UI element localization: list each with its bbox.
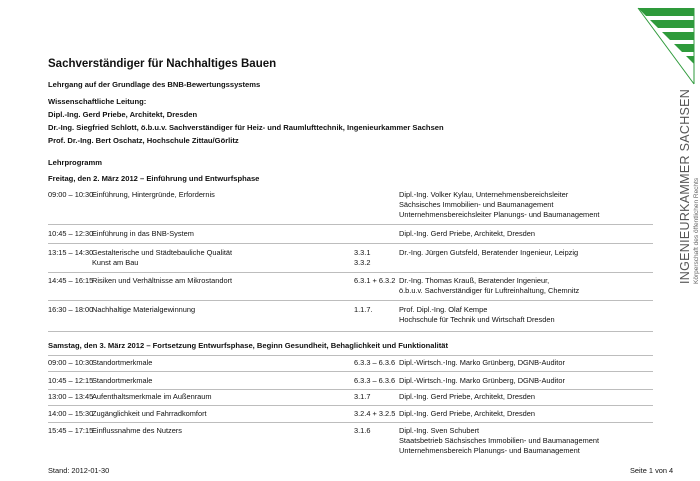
- code-line: 3.1.6: [354, 426, 371, 435]
- speaker-line: Dr.-Ing. Jürgen Gutsfeld, Beratender Ingenieur, Leipzig: [399, 248, 579, 257]
- session-time: 10:45 – 12:30: [48, 229, 94, 238]
- divider: [48, 224, 653, 225]
- speaker-line: Dipl.-Ing. Volker Kylau, Unternehmensbereichsleiter: [399, 190, 569, 199]
- speaker-line: Prof. Dipl.-Ing. Olaf Kempe: [399, 305, 488, 314]
- divider: [48, 355, 653, 356]
- code-line: 1.1.7.: [354, 305, 373, 314]
- divider: [48, 371, 653, 372]
- speaker-line: Dipl.-Ing. Sven Schubert: [399, 426, 480, 435]
- divider: [48, 300, 653, 301]
- speaker-line: Unternehmensbereichsleiter Planungs- und Baumanagement: [399, 210, 600, 219]
- green-triangle-stripes-logo: [636, 6, 696, 86]
- topic-line: Zugänglichkeit und Fahrradkomfort: [92, 409, 207, 418]
- session-time: 13:00 – 13:45: [48, 392, 94, 401]
- code-line: 6.3.1 + 6.3.2: [354, 276, 396, 285]
- speaker-line: ö.b.u.v. Sachverständiger für Luftreinhaltung, Chemnitz: [399, 286, 580, 295]
- session-topic: [92, 358, 152, 368]
- speaker-line: Dipl.-Wirtsch.-Ing. Marko Grünberg, DGNB-Auditor: [399, 358, 565, 367]
- divider: [48, 331, 653, 332]
- topic-line: Standortmerkmale: [92, 358, 153, 367]
- session-time: 14:00 – 15:30: [48, 409, 94, 418]
- topic-line: Aufenthaltsmerkmale im Außenraum: [92, 392, 212, 401]
- divider: [48, 405, 653, 406]
- divider: [48, 243, 653, 244]
- session-code: [354, 409, 395, 419]
- session-topic: [92, 248, 232, 268]
- session-speaker: [399, 305, 555, 325]
- lead-member: Dipl.-Ing. Gerd Priebe, Architekt, Dresden: [48, 110, 198, 119]
- code-line: 3.2.4 + 3.2.5: [354, 409, 396, 418]
- session-speaker: [399, 376, 565, 386]
- code-line: 6.3.3 – 6.3.6: [354, 358, 396, 367]
- day-heading: Freitag, den 2. März 2012 – Einführung und Entwurfsphase: [48, 174, 260, 183]
- session-speaker: [399, 229, 535, 239]
- speaker-line: Dipl.-Ing. Gerd Priebe, Architekt, Dresden: [399, 409, 535, 418]
- document-subtitle: Lehrgang auf der Grundlage des BNB-Bewertungssystems: [48, 80, 261, 89]
- session-speaker: [399, 276, 579, 296]
- session-topic: [92, 376, 152, 386]
- divider: [48, 422, 653, 423]
- session-code: [354, 376, 395, 386]
- footer-page-number: Seite 1 von 4: [630, 466, 674, 475]
- session-speaker: [399, 190, 600, 220]
- session-speaker: [399, 426, 599, 456]
- code-line: 3.1.7: [354, 392, 371, 401]
- speaker-line: Dipl.-Ing. Gerd Priebe, Architekt, Dresden: [399, 392, 535, 401]
- code-line: 6.3.3 – 6.3.6: [354, 376, 396, 385]
- lead-member: Prof. Dr.-Ing. Bert Oschatz, Hochschule Zittau/Görlitz: [48, 136, 239, 145]
- speaker-line: Dr.-Ing. Thomas Krauß, Beratender Ingenieur,: [399, 276, 550, 285]
- session-time: 09:00 – 10:30: [48, 190, 94, 199]
- day-heading: Samstag, den 3. März 2012 – Fortsetzung Entwurfsphase, Beginn Gesundheit, Behaglichkeit und Funktionalität: [48, 341, 449, 350]
- topic-line: Risiken und Verhältnisse am Mikrostandort: [92, 276, 233, 285]
- session-code: [354, 426, 370, 436]
- speaker-line: Staatsbetrieb Sächsisches Immobilien- und Baumanagement: [399, 436, 600, 445]
- session-topic: [92, 190, 215, 200]
- program-label: Lehrprogramm: [48, 158, 103, 167]
- speaker-line: Unternehmensbereich Planungs- und Baumanagement: [399, 446, 580, 455]
- session-code: [354, 305, 373, 315]
- speaker-line: Sächsisches Immobilien- und Baumanagement: [399, 200, 554, 209]
- session-speaker: [399, 248, 578, 258]
- session-code: [354, 248, 370, 268]
- org-vertical-text: [678, 88, 700, 284]
- topic-line: Standortmerkmale: [92, 376, 153, 385]
- session-topic: [92, 276, 232, 286]
- topic-line: Gestalterische und Städtebauliche Qualität: [92, 248, 233, 257]
- session-time: 14:45 – 16:15: [48, 276, 94, 285]
- session-speaker: [399, 358, 565, 368]
- session-time: 09:00 – 10:30: [48, 358, 94, 367]
- topic-line: Einflussnahme des Nutzers: [92, 426, 182, 435]
- footer-status: Stand: 2012-01-30: [48, 466, 110, 475]
- session-topic: [92, 229, 194, 239]
- session-time: 16:30 – 18:00: [48, 305, 94, 314]
- session-time: 15:45 – 17:15: [48, 426, 94, 435]
- session-code: [354, 392, 370, 402]
- session-speaker: [399, 409, 535, 419]
- topic-line: Einführung in das BNB-System: [92, 229, 194, 238]
- session-topic: [92, 392, 212, 402]
- session-code: [354, 358, 395, 368]
- session-topic: [92, 305, 195, 315]
- session-time: 10:45 – 12:15: [48, 376, 94, 385]
- session-topic: [92, 426, 182, 436]
- document-title: Sachverständiger für Nachhaltiges Bauen: [48, 58, 277, 70]
- org-subtitle: Körperschaft des öffentlichen Rechts: [693, 177, 700, 284]
- org-name: INGENIEURKAMMER SACHSEN: [678, 88, 692, 284]
- code-line: 3.3.1: [354, 248, 371, 257]
- topic-line: Kunst am Bau: [92, 258, 139, 267]
- speaker-line: Hochschule für Technik und Wirtschaft Dresden: [399, 315, 555, 324]
- lead-label: Wissenschaftliche Leitung:: [48, 97, 147, 106]
- topic-line: Einführung, Hintergründe, Erfordernis: [92, 190, 215, 199]
- lead-member: Dr.-Ing. Siegfried Schlott, ö.b.u.v. Sachverständiger für Heiz- und Raumlufttechnik, Ingenieurkammer Sachsen: [48, 123, 444, 132]
- code-line: 3.3.2: [354, 258, 371, 267]
- session-topic: [92, 409, 207, 419]
- topic-line: Nachhaltige Materialgewinnung: [92, 305, 196, 314]
- speaker-line: Dipl.-Wirtsch.-Ing. Marko Grünberg, DGNB-Auditor: [399, 376, 565, 385]
- session-code: [354, 276, 395, 286]
- session-speaker: [399, 392, 535, 402]
- session-time: 13:15 – 14:30: [48, 248, 94, 257]
- divider: [48, 272, 653, 273]
- divider: [48, 389, 653, 390]
- speaker-line: Dipl.-Ing. Gerd Priebe, Architekt, Dresden: [399, 229, 535, 238]
